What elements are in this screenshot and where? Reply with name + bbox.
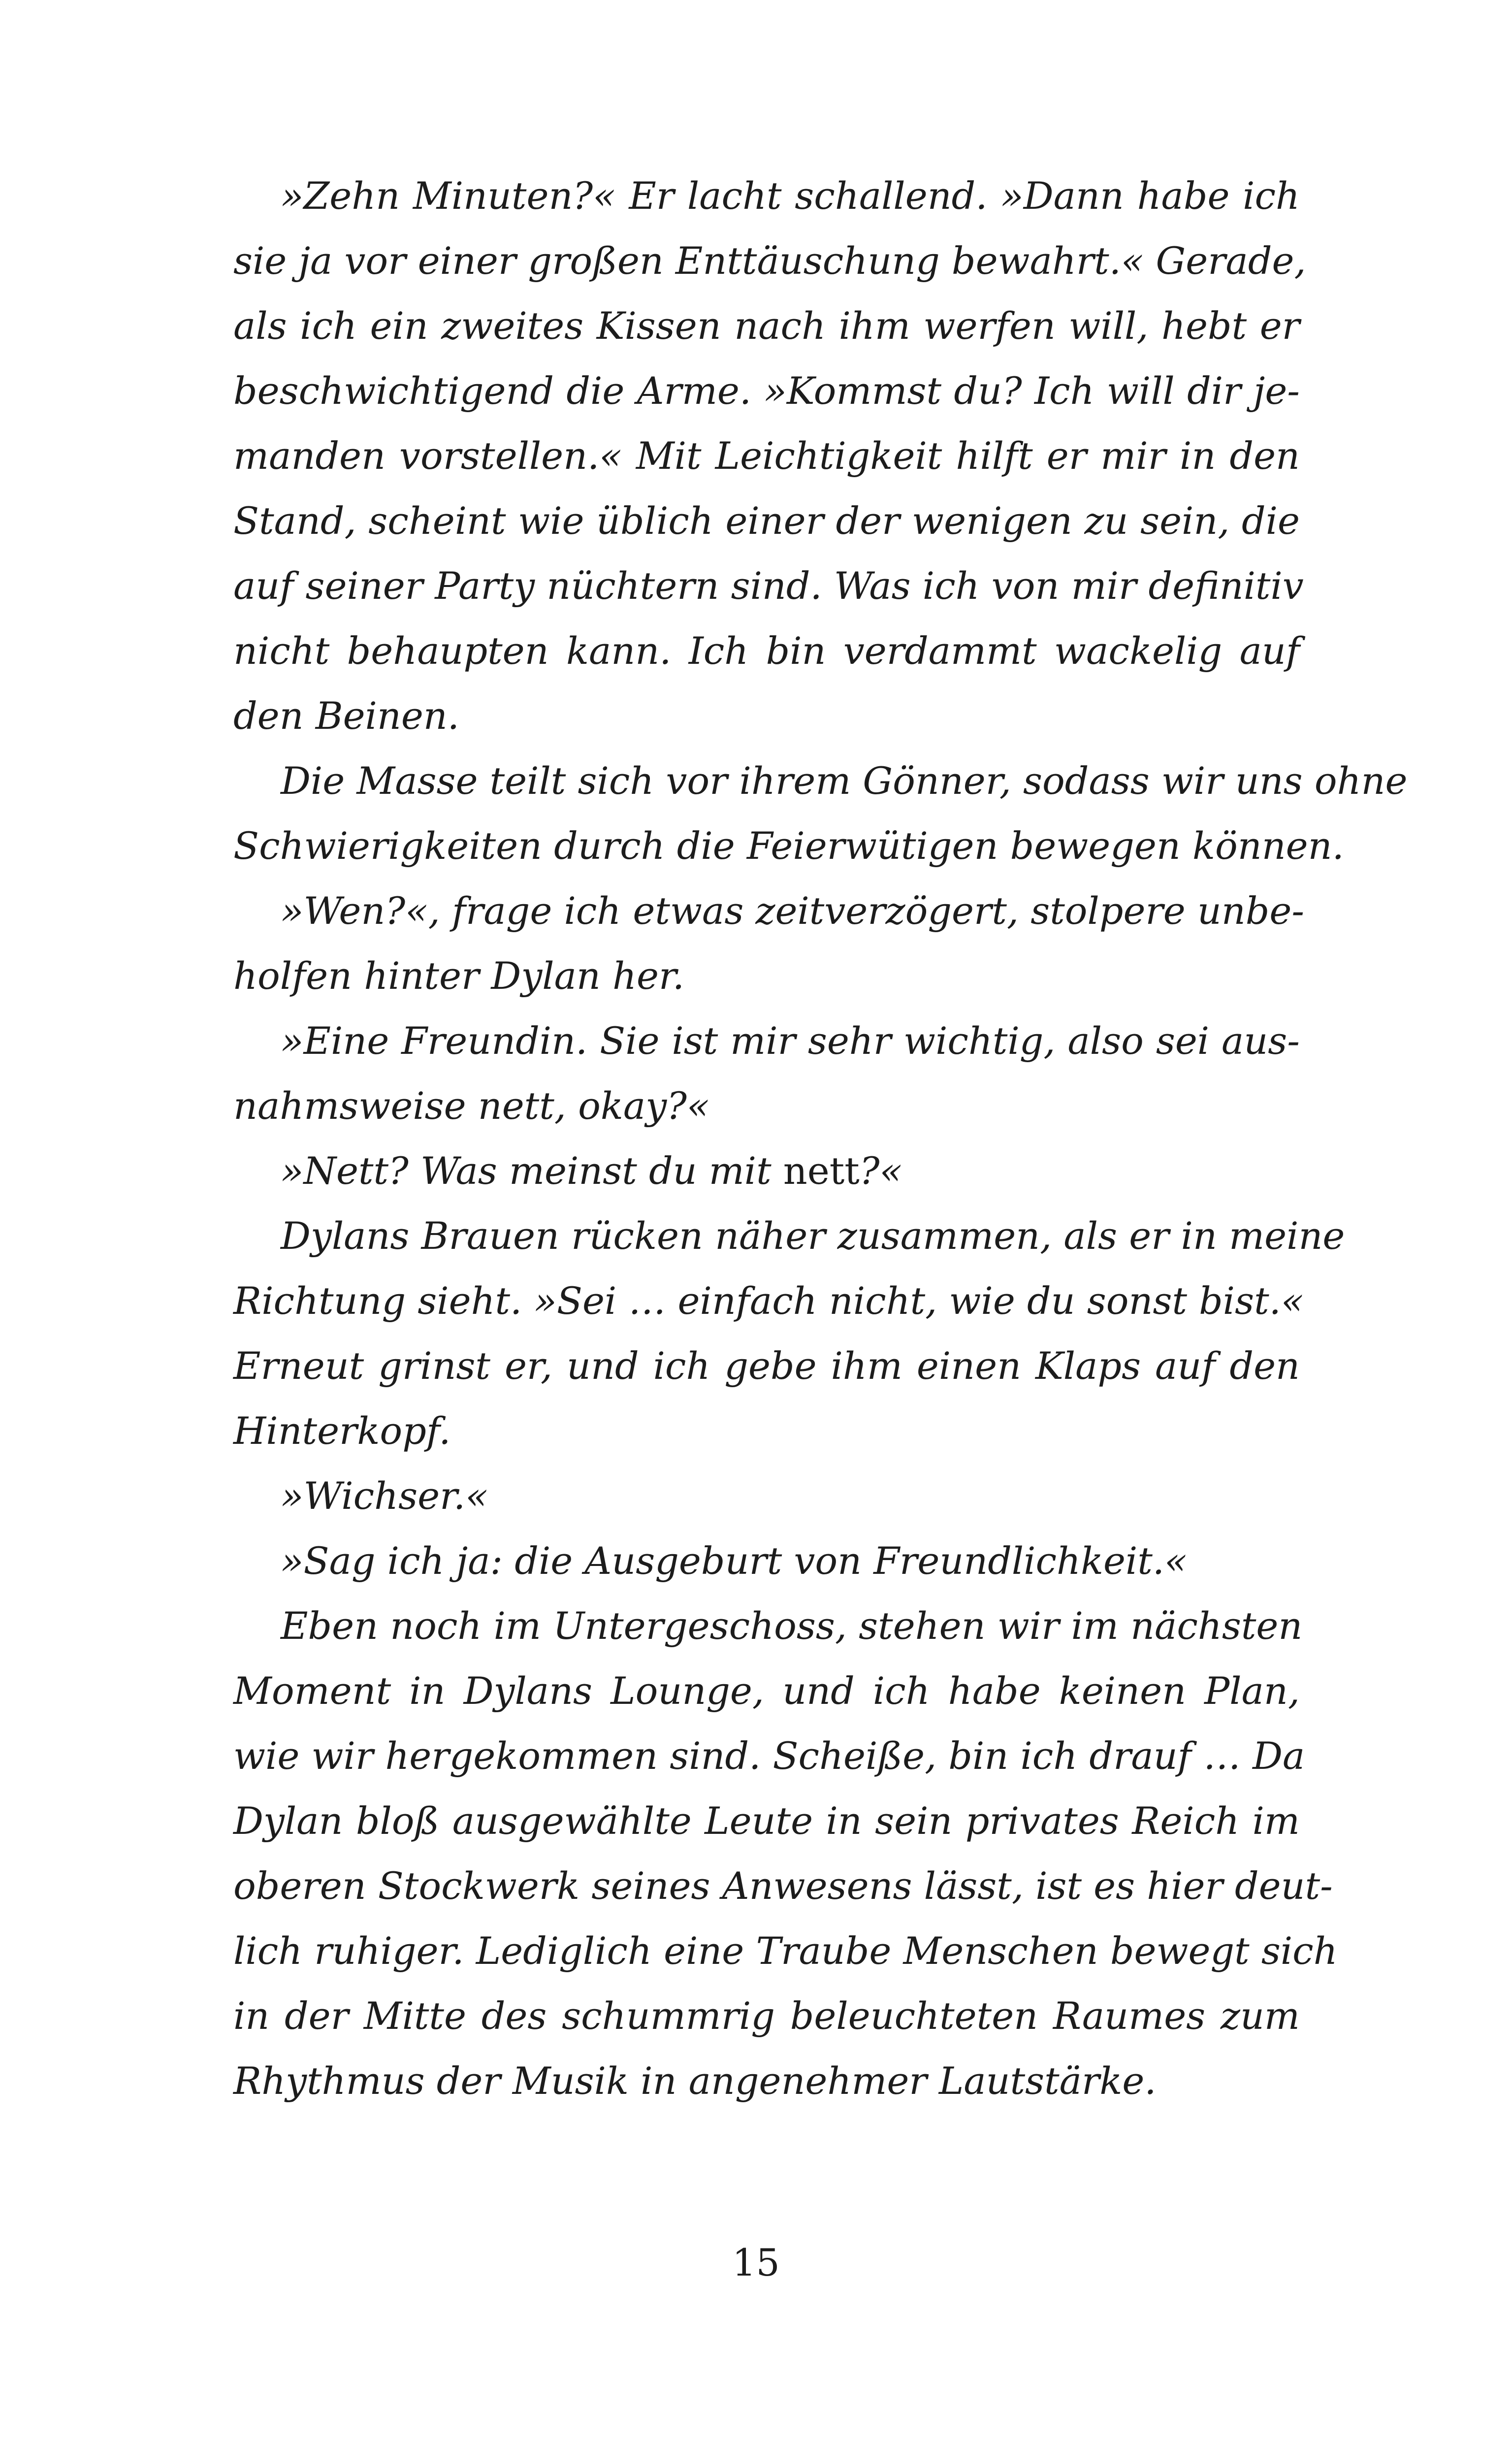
body-text (233, 163, 1408, 2114)
text-line: Moment in Dylans Lounge, und ich habe keinen Plan, (233, 1669, 1300, 1713)
text-line: holfen hinter Dylan her. (233, 954, 685, 998)
text-line: auf seiner Party nüchtern sind. Was ich von mir definitiv (233, 564, 1304, 608)
text-line: Dylan bloß ausgewählte Leute in sein privates Reich im (233, 1799, 1300, 1843)
text-line: lich ruhiger. Lediglich eine Traube Menschen bewegt sich (233, 1929, 1338, 1973)
page-number: 15 (732, 2241, 780, 2284)
text-line: Rhythmus der Musik in angenehmer Lautstärke. (233, 2059, 1157, 2103)
text-line: manden vorstellen.« Mit Leichtigkeit hilft er mir in den (233, 434, 1300, 478)
text-line: Hinterkopf. (233, 1409, 451, 1453)
text-line: Die Masse teilt sich vor ihrem Gönner, sodass wir uns ohne (281, 759, 1408, 803)
text-line: in der Mitte des schummrig beleuchteten Raumes zum (233, 1994, 1300, 2038)
text-line: als ich ein zweites Kissen nach ihm werfen will, hebt er (233, 304, 1300, 348)
text-line: Stand, scheint wie üblich einer der wenigen zu sein, die (233, 499, 1300, 543)
text-line: »Eine Freundin. Sie ist mir sehr wichtig, also sei aus- (281, 1019, 1300, 1063)
text-line (233, 1139, 1300, 1204)
text-line: Schwierigkeiten durch die Feierwütigen bewegen können. (233, 824, 1344, 868)
text-line: sie ja vor einer großen Enttäuschung bewahrt.« Gerade, (233, 239, 1306, 283)
text-line: Eben noch im Untergeschoss, stehen wir im nächsten (281, 1604, 1303, 1648)
text-line: nicht behaupten kann. Ich bin verdammt wackelig auf (233, 629, 1300, 673)
text-line: »Wen?«, frage ich etwas zeitverzögert, stolpere unbe- (281, 889, 1305, 933)
text-line: den Beinen. (233, 694, 459, 738)
text-line: »Wichser.« (281, 1474, 488, 1518)
text-line: Erneut grinst er, und ich gebe ihm einen Klaps auf den (233, 1344, 1300, 1388)
text-line: oberen Stockwerk seines Anwesens lässt, ist es hier deut- (233, 1864, 1333, 1908)
text-line: nahmsweise nett, okay?« (233, 1084, 710, 1128)
text-line: Richtung sieht. »Sei … einfach nicht, wie du sonst bist.« (233, 1279, 1304, 1323)
text-line: »Zehn Minuten?« Er lacht schallend. »Dann habe ich (281, 174, 1300, 218)
text-line: »Sag ich ja: die Ausgeburt von Freundlichkeit.« (281, 1539, 1188, 1583)
text-line: wie wir hergekommen sind. Scheiße, bin ich drauf … Da (233, 1734, 1305, 1778)
text-fragment: »Nett? Was meinst du mit (281, 1149, 783, 1193)
text-line: Dylans Brauen rücken näher zusammen, als er in meine (281, 1214, 1345, 1258)
emphasis-word: nett (783, 1149, 860, 1193)
text-line: beschwichtigend die Arme. »Kommst du? Ich will dir je- (233, 369, 1300, 413)
text-fragment: ?« (859, 1149, 903, 1193)
